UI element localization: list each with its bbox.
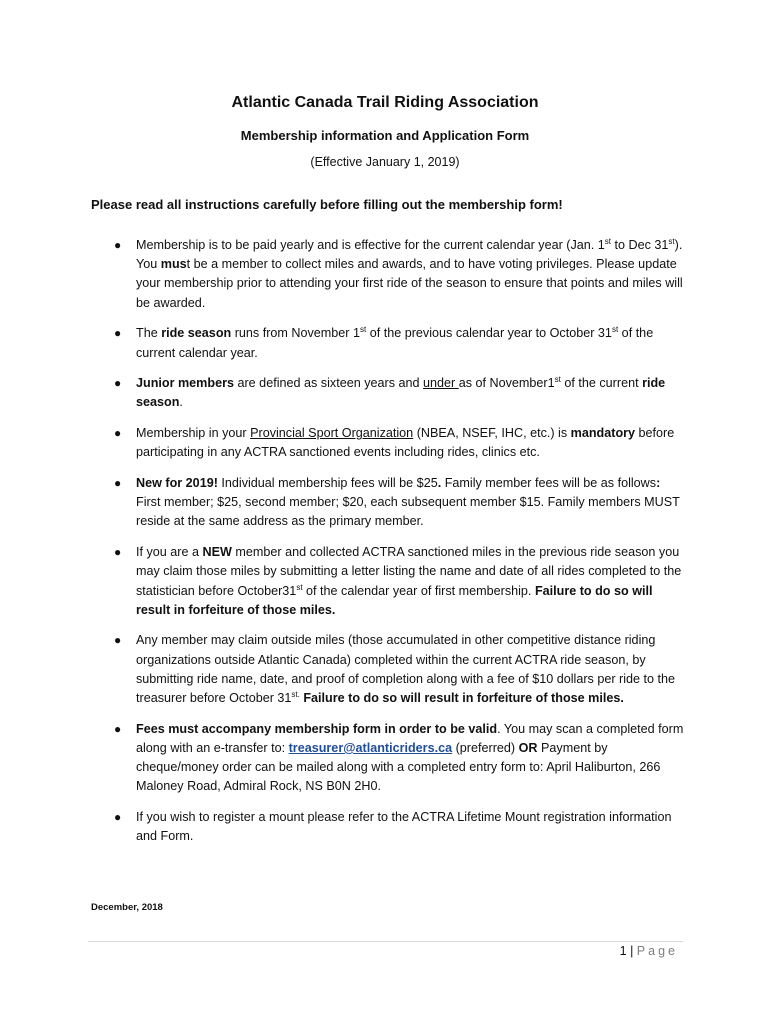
instructions-notice: Please read all instructions carefully before filling out the membership form! (91, 197, 563, 212)
bullet-mount-registration: ● If you wish to register a mount please refer to the ACTRA Lifetime Mount registration information and Form. (114, 810, 672, 844)
instructions-list (0, 236, 770, 858)
bullet-junior-members: ● Junior members are defined as sixteen years and under as of November1st of the current ride season. (114, 375, 666, 410)
bullet-icon: ● (114, 376, 122, 391)
page-number-value: 1 (619, 944, 627, 958)
bullet-icon: ● (114, 721, 122, 736)
treasurer-email-link[interactable]: treasurer@atlanticriders.ca (288, 740, 453, 755)
bullet-icon: ● (114, 238, 122, 252)
bullet-icon: ● (114, 326, 122, 341)
footer-divider (88, 941, 683, 942)
page-number-separator: | (630, 944, 634, 958)
bullet-outside-miles: ● Any member may claim outside miles (those accumulated in other competitive distance riding organizations outside Atlantic Canada) completed within the current ACTRA ride season, by submitting ride name, date, and proof of completion along with a fee of $10 dollars per ride to the treasurer before October $31^{st.}$ Failure to do so will result in forfeiture of those miles. (114, 633, 676, 706)
document-subtitle: Membership information and Application Form (240, 128, 530, 143)
bullet-new-member-miles: ● If you are a NEW member and collected ACTRA sanctioned miles in the previous ride season you may claim those miles by submitting a letter listing the name and date of all rides completed to the statistician before October31st of the calendar year of first membership. Failure to do so will result in forfeiture of those miles. (114, 545, 682, 617)
bullet-icon: ● (114, 476, 122, 491)
bullet-icon: ● (114, 810, 122, 825)
bullet-provincial-sport-organization: ● Membership in your Provincial Sport Organization (NBEA, NSEF, IHC, etc.) is mandatory before participating in any ACTRA sanctioned events including rides, clinics etc. (114, 426, 675, 460)
bullet-membership-yearly: ● Membership is to be paid yearly and is effective for the current calendar year (Jan. 1st to Dec 31st). You must be a member to collect miles and awards, and to have voting privileges. Please update your membership prior to attending your first ride of the season to ensure that points and miles will be awarded. (114, 237, 683, 310)
footer-date: December, 2018 (91, 902, 163, 913)
effective-date: (Effective January 1, 2019) (310, 155, 460, 169)
page-number (620, 944, 678, 958)
document-title: Atlantic Canada Trail Riding Association (231, 94, 539, 111)
bullet-fees-payment: ● Fees must accompany membership form in order to be valid. You may scan a completed form along with an e-transfer to: treasurer@atlanticriders.ca (preferred) OR Payment by cheque/money order can be mailed along with a completed entry form to: April Haliburton, 266 Maloney Road, Admiral Rock, NS B0N 2H0. (114, 721, 684, 794)
bullet-ride-season: ● The ride season runs from November 1st of the previous calendar year to October 31st of the current calendar year. (114, 325, 654, 360)
bullet-icon: ● (114, 426, 122, 441)
bullet-membership-fees: ● New for 2019! Individual membership fees will be $25. Family member fees will be as follows: First member; $25, second member; $20, each subsequent member $15. Family members MUST reside at the same address as the primary member. (114, 476, 680, 529)
page-number-label: Page (636, 944, 678, 958)
bullet-icon: ● (114, 545, 122, 560)
bullet-icon: ● (114, 633, 122, 648)
